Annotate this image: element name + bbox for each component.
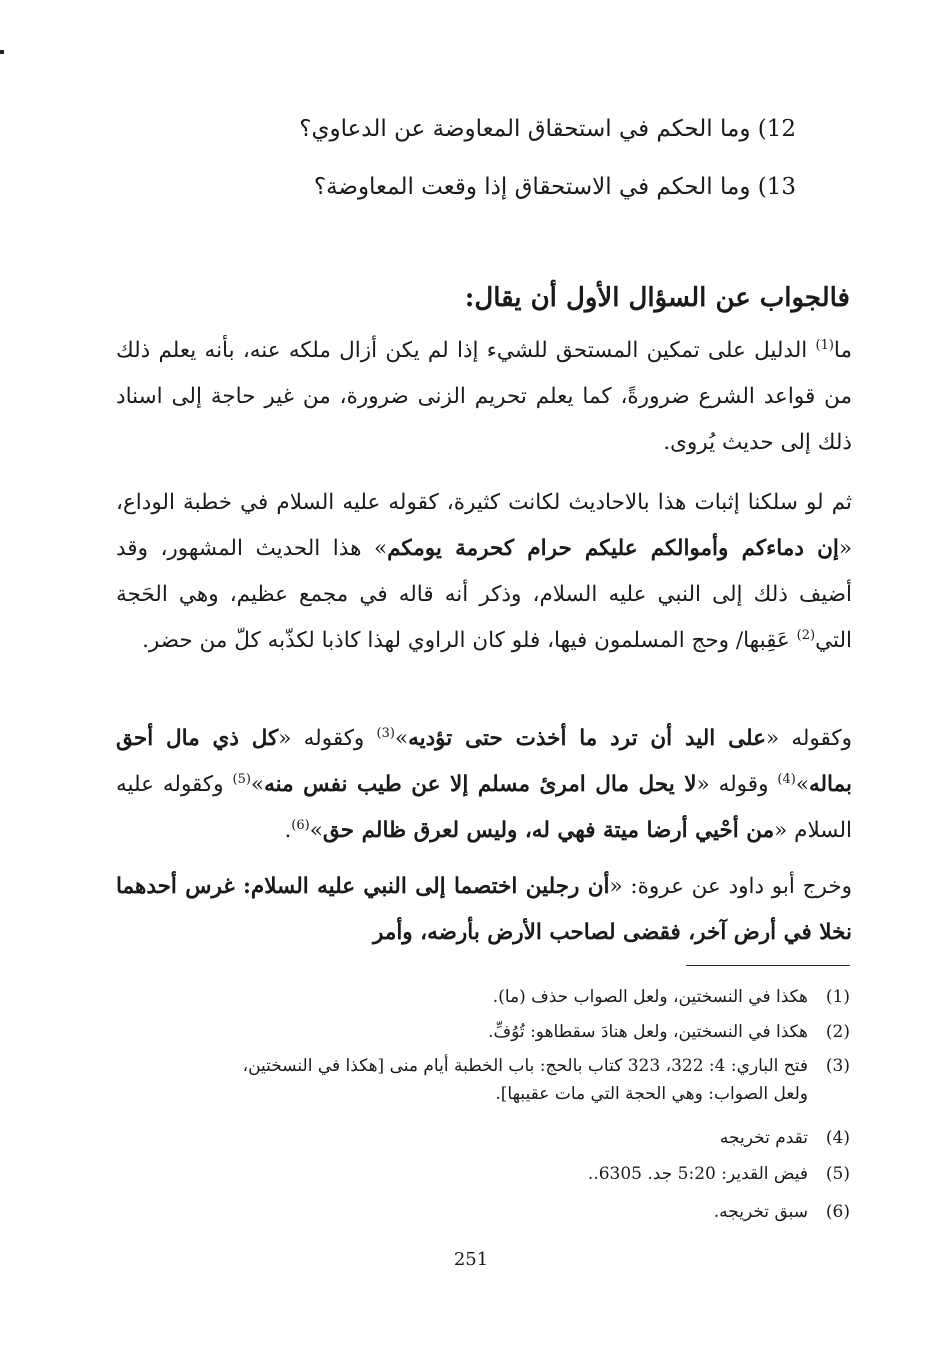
question-13: 13) وما الحكم في الاستحقاق إذا وقعت المعاوضة؟ [313,174,796,200]
page-number: 251 [453,1249,489,1270]
footnote-3 [100,1052,850,1108]
footnote-text-continued: ولعل الصواب: وهي الحجة التي مات عقيبها]. [495,1084,808,1104]
footnote-text: فيض القدير: 5:20 جد. 6305.. [587,1164,808,1184]
footnote-ref-5: (5) [232,771,251,787]
hadith-quote: على اليد أن ترد ما أخذت حتى تؤديه [408,726,766,751]
hadith-quote: إن دماءكم وأموالكم عليكم حرام كحرمة يومكم [387,536,839,561]
para3-text-6: » [250,772,265,797]
para2-text-2: » هذا الحديث المشهور، وقد أضيف ذلك إلى النبي عليه السلام، وذكر أنه قاله في مجمع عظيم، وهي الحَجة التي [116,536,852,653]
para3-text-9: . [284,818,292,843]
footnote-ref-6: (6) [291,817,310,833]
hadith-quote: أن رجلين اختصما إلى النبي عليه السلام: غرس أحدهما نخلا في أرض آخر، فقضى لصاحب الأرض بأرضه، وأمر [116,874,852,945]
footnote-text: فتح الباري: 4: 322، 323 كتاب بالحج: باب الخطبة أيام منى [هكذا في النسختين، [242,1056,808,1076]
paragraph-2 [116,480,852,664]
footnote-text: تقدم تخريجه [719,1128,808,1148]
section-heading: فالجواب عن السؤال الأول أن يقال: [464,283,850,313]
footnote-number: (4) [825,1128,850,1148]
para3-text-4: » [795,772,809,797]
footnote-ref-1: (1) [815,337,834,353]
para3-text-1: وكقوله « [765,726,852,751]
footnote-number: (6) [825,1202,850,1222]
para1-text: الدليل على تمكين المستحق للشيء إذا لم يكن أزال ملكه عنه، بأنه يعلم ذلك من قواعد الشرع ضرورةً، كما يعلم تحريم الزنى ضرورة، من غير حاجة إلى اسناد ذلك إلى حديث يُروى. [116,338,852,455]
para3-text-7: وكقوله عليه السلام « [116,772,852,843]
footnote-number: (1) [825,987,850,1007]
question-12: 12) وما الحكم في استحقاق المعاوضة عن الدعاوي؟ [299,116,796,142]
para2-text-3: عَقِبها/ وحج المسلمون فيها، فلو كان الراوي لهذا كاذبا لكذّبه كلّ من حضر. [142,628,797,653]
para3-text-8: » [309,818,323,843]
para4-text-1: وخرج أبو داود عن عروة: « [609,874,852,899]
footnote-number: (2) [825,1022,850,1042]
para3-text-2: » [394,726,409,751]
hadith-quote: لا يحل مال امرئ مسلم إلا عن طيب نفس منه [264,772,697,797]
footnote-number: (5) [825,1164,850,1184]
scan-mark [0,50,4,54]
footnote-divider [686,965,850,966]
footnote-number: (3) [825,1056,850,1076]
paragraph-3 [116,716,852,854]
hadith-quote: كل ذي مال أحق بماله [116,726,853,797]
footnote-5 [100,1160,850,1188]
footnote-2 [100,1018,850,1046]
footnote-6 [100,1198,850,1226]
footnote-text: هكذا في النسختين، ولعل الصواب حذف (ما). [492,987,808,1007]
para3-text-3: وكقوله « [278,726,377,751]
footnote-4 [100,1124,850,1152]
footnote-1 [100,983,850,1011]
para2-text-1: ثم لو سلكنا إثبات هذا بالاحاديث لكانت كثيرة، كقوله عليه السلام في خطبة الوداع، « [116,490,852,561]
paragraph-4 [116,864,852,956]
para1-lead: ما [833,338,852,363]
footnote-ref-4: (4) [777,771,796,787]
footnote-ref-3: (3) [376,725,395,741]
paragraph-1 [116,328,852,466]
footnote-ref-2: (2) [796,627,816,643]
hadith-quote: من أحْيي أرضا ميتة فهي له، وليس لعرق ظالم حق [322,818,775,843]
footnote-text: هكذا في النسختين، ولعل هنادَ سقطاهو: تُوُفِّ. [488,1022,808,1042]
para3-text-5: وقوله « [696,772,778,797]
footnote-text: سبق تخريجه. [713,1202,808,1222]
